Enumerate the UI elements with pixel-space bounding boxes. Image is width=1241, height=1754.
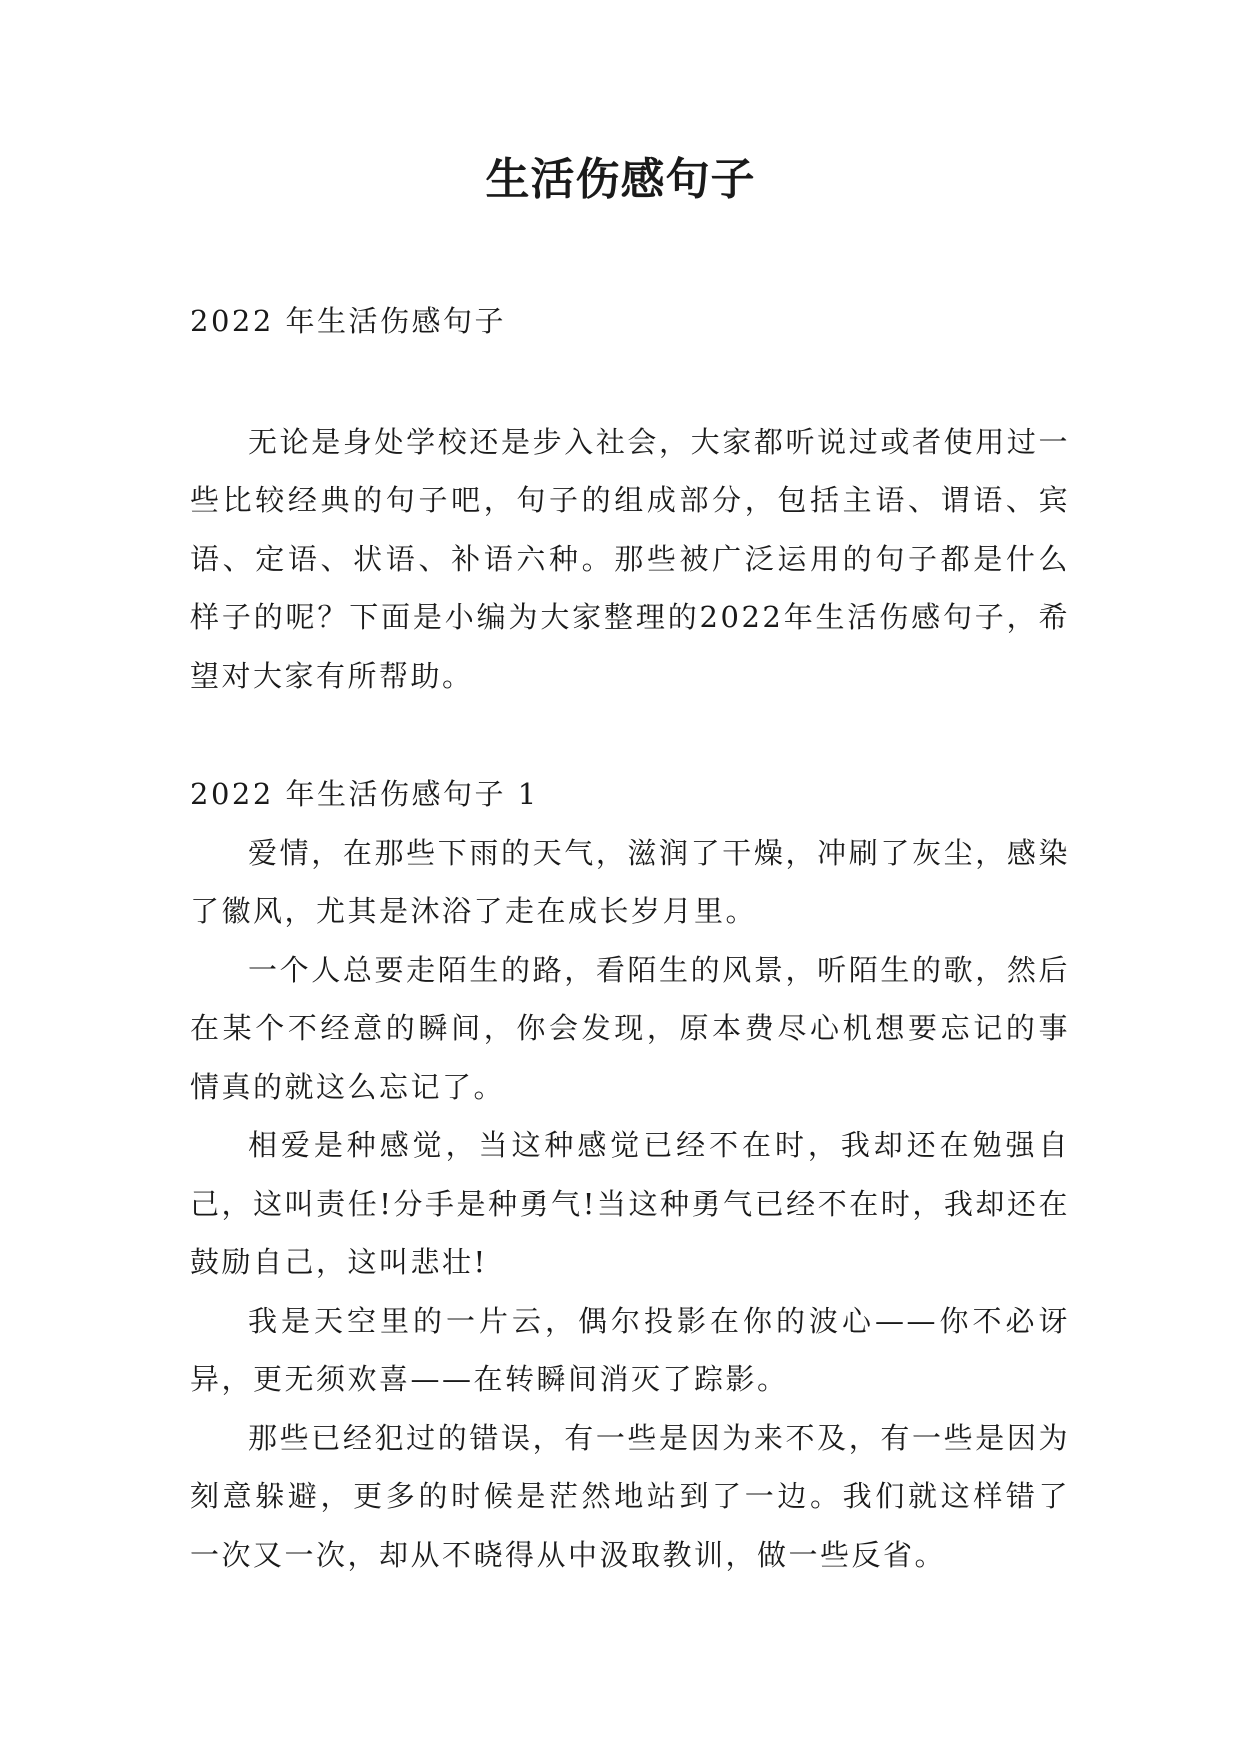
body-paragraph: 爱情，在那些下雨的天气，滋润了干燥，冲刷了灰尘，感染了徽风，尤其是沐浴了走在成长岁月里。 bbox=[190, 835, 1070, 928]
spacer bbox=[190, 351, 1070, 413]
document-body bbox=[190, 292, 1070, 1584]
intro-paragraph: 无论是身处学校还是步入社会，大家都听说过或者使用过一些比较经典的句子吧，句子的组成部分，包括主语、谓语、宾语、定语、状语、补语六种。那些被广泛运用的句子都是什么样子的呢？下面是小编为大家整理的2022年生活伤感句子，希望对大家有所帮助。 bbox=[190, 424, 1070, 693]
body-paragraph: 相爱是种感觉，当这种感觉已经不在时，我却还在勉强自己，这叫责任!分手是种勇气!当这种勇气已经不在时，我却还在鼓励自己，这叫悲壮! bbox=[190, 1128, 1070, 1279]
body-paragraph: 我是天空里的一片云，偶尔投影在你的波心——你不必讶异，更无须欢喜——在转瞬间消灭了踪影。 bbox=[190, 1303, 1070, 1396]
body-paragraph: 那些已经犯过的错误，有一些是因为来不及，有一些是因为刻意躲避，更多的时候是茫然地站到了一边。我们就这样错了一次又一次，却从不晓得从中汲取教训，做一些反省。 bbox=[190, 1420, 1070, 1572]
body-paragraph: 一个人总要走陌生的路，看陌生的风景，听陌生的歌，然后在某个不经意的瞬间，你会发现，原本费尽心机想要忘记的事情真的就这么忘记了。 bbox=[190, 952, 1070, 1104]
section-heading: 2022 年生活伤感句子 1 bbox=[190, 777, 539, 811]
document-subtitle: 2022 年生活伤感句子 bbox=[190, 304, 507, 338]
document-title: 生活伤感句子 bbox=[485, 154, 756, 205]
spacer bbox=[190, 705, 1070, 765]
